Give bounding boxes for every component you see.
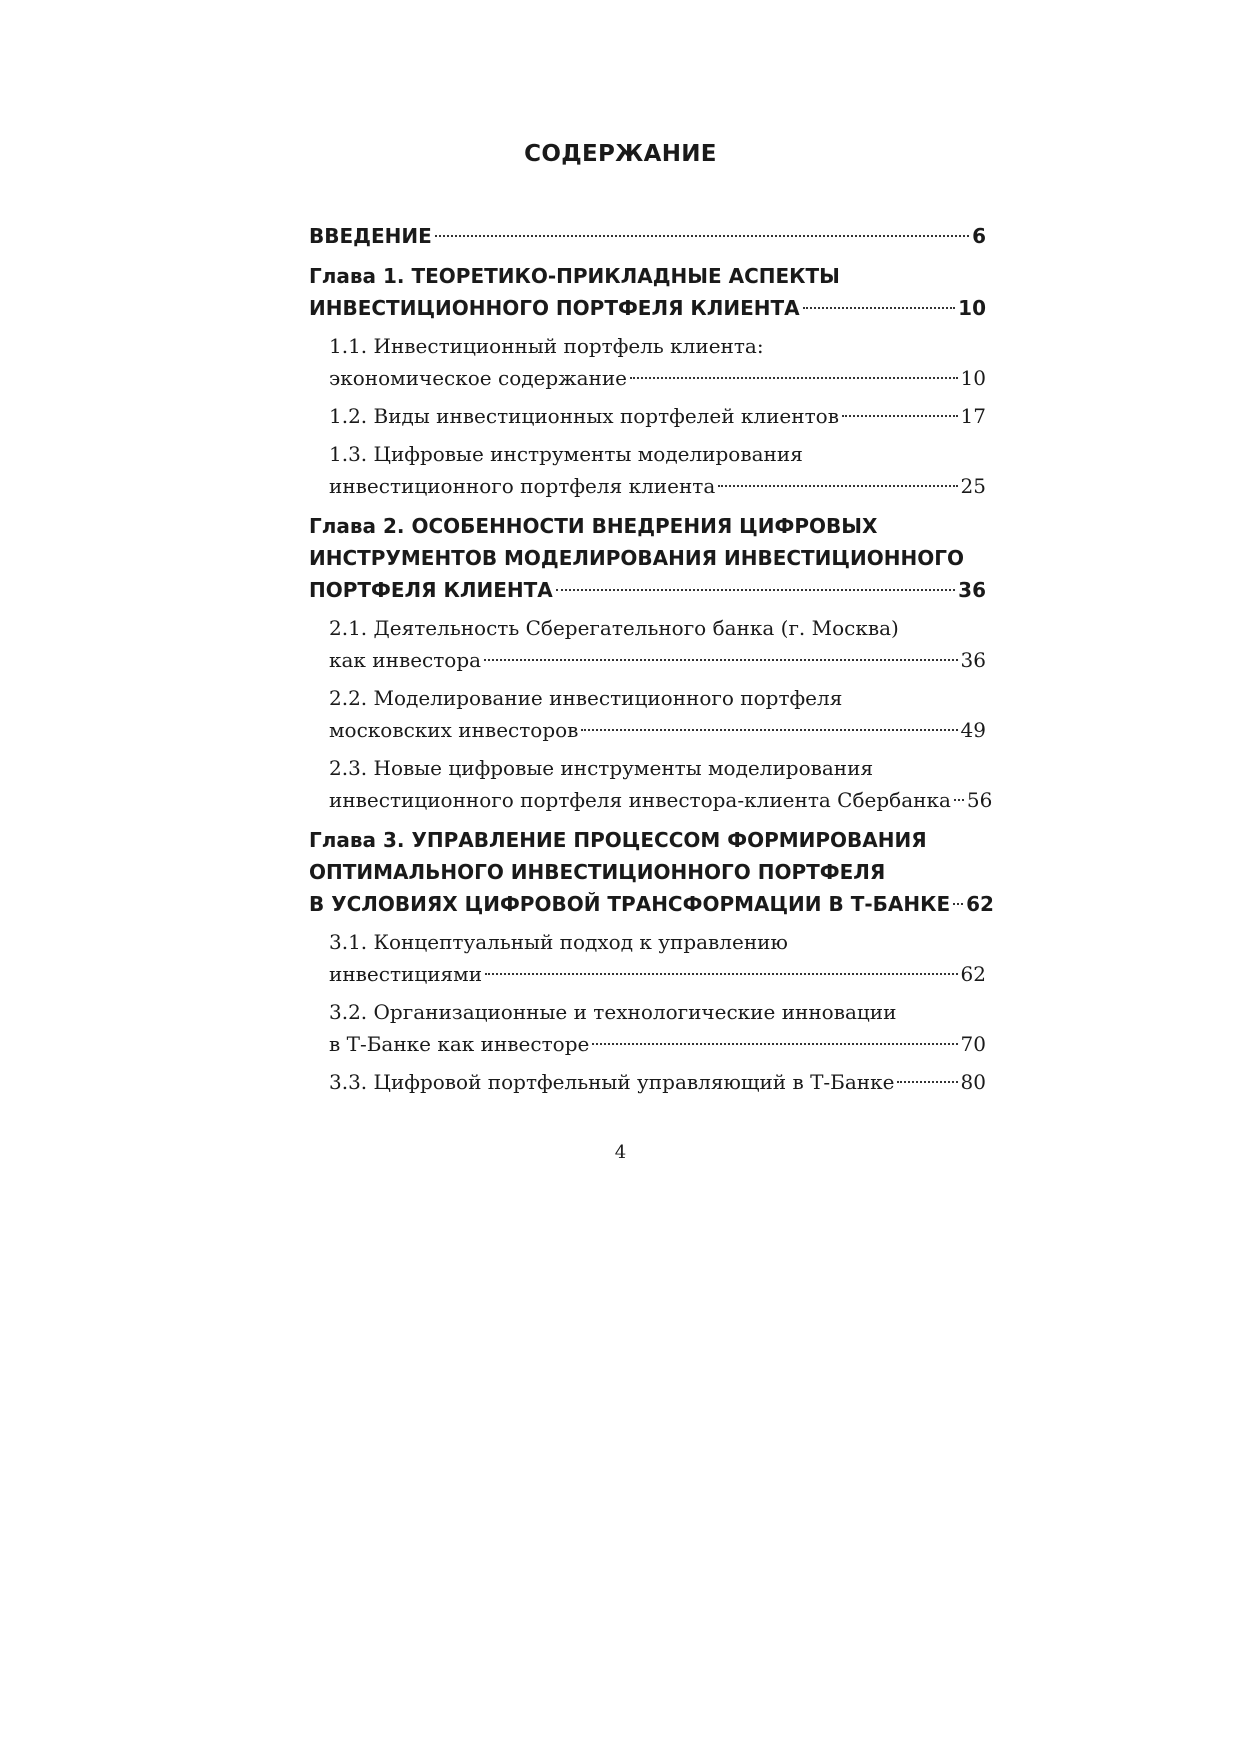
toc-entry-text: ИНВЕСТИЦИОННОГО ПОРТФЕЛЯ КЛИЕНТА (309, 296, 800, 320)
toc-entry-text: ИНСТРУМЕНТОВ МОДЕЛИРОВАНИЯ ИНВЕСТИЦИОННОГО (309, 546, 964, 570)
toc-entry-text: как инвестора (329, 648, 482, 672)
toc-entry-text: 3.3. Цифровой портфельный управляющий в Т-Банке (329, 1070, 895, 1094)
toc-entry-text: ВВЕДЕНИЕ (309, 224, 432, 248)
toc-entry-text: Глава 2. ОСОБЕННОСТИ ВНЕДРЕНИЯ ЦИФРОВЫХ (309, 514, 878, 538)
toc-entry-text: 3.1. Концептуальный подход к управлению (329, 930, 788, 954)
toc-entry-section-2-3[interactable] (309, 752, 993, 816)
toc-entry-section-3-1[interactable] (309, 926, 986, 990)
dot-leader (592, 1043, 957, 1045)
toc-entry-text: 2.1. Деятельность Сберегательного банка (г. Москва) (329, 616, 899, 640)
toc-page-number: 6 (972, 224, 986, 248)
toc-page-number: 62 (960, 962, 986, 986)
toc-page-number: 62 (966, 892, 994, 916)
toc-page-number: 36 (958, 578, 986, 602)
dot-leader (954, 799, 964, 801)
toc-entry-section-2-1[interactable] (309, 612, 986, 676)
dot-leader (581, 729, 957, 731)
toc-entry-text: в Т-Банке как инвесторе (329, 1032, 590, 1056)
toc-entry-text: 2.2. Моделирование инвестиционного портфеля (329, 686, 843, 710)
toc-entry-section-1-3[interactable] (309, 438, 986, 502)
toc-page-number: 80 (960, 1070, 986, 1094)
toc-page-number: 70 (960, 1032, 986, 1056)
toc-entry-introduction[interactable] (309, 220, 986, 252)
toc-entry-text: инвестициями (329, 962, 483, 986)
toc-entry-text: московских инвесторов (329, 718, 579, 742)
toc-entry-text: 1.2. Виды инвестиционных портфелей клиентов (329, 404, 839, 428)
toc-entry-text: Глава 3. УПРАВЛЕНИЕ ПРОЦЕССОМ ФОРМИРОВАНИЯ (309, 828, 927, 852)
toc-page-number: 17 (960, 404, 986, 428)
dot-leader (485, 973, 958, 975)
toc-entry-section-3-3[interactable] (309, 1066, 986, 1098)
dot-leader (897, 1081, 957, 1083)
toc-entry-text: ОПТИМАЛЬНОГО ИНВЕСТИЦИОННОГО ПОРТФЕЛЯ (309, 860, 886, 884)
toc-entry-chapter-3[interactable] (309, 824, 994, 920)
toc-entry-text: 1.3. Цифровые инструменты моделирования (329, 442, 803, 466)
dot-leader (435, 235, 969, 237)
toc-entry-section-3-2[interactable] (309, 996, 986, 1060)
table-of-contents (309, 220, 994, 1104)
toc-entry-text: 2.3. Новые цифровые инструменты моделирования (329, 756, 874, 780)
toc-entry-text: 3.2. Организационные и технологические инновации (329, 1000, 897, 1024)
toc-entry-section-1-2[interactable] (309, 400, 986, 432)
toc-entry-text: 1.1. Инвестиционный портфель клиента: (329, 334, 764, 358)
dot-leader (953, 903, 963, 905)
toc-entry-chapter-2[interactable] (309, 510, 986, 606)
toc-page-number: 10 (958, 296, 986, 320)
dot-leader (842, 415, 958, 417)
dot-leader (803, 307, 956, 309)
dot-leader (630, 377, 958, 379)
page-title: СОДЕРЖАНИЕ (524, 141, 717, 167)
toc-entry-chapter-1[interactable] (309, 260, 986, 324)
dot-leader (484, 659, 957, 661)
dot-leader (556, 589, 955, 591)
toc-page-number: 10 (960, 366, 986, 390)
toc-entry-text: Глава 1. ТЕОРЕТИКО-ПРИКЛАДНЫЕ АСПЕКТЫ (309, 264, 840, 288)
toc-page-number: 36 (960, 648, 986, 672)
dot-leader (718, 485, 957, 487)
toc-entry-text: В УСЛОВИЯХ ЦИФРОВОЙ ТРАНСФОРМАЦИИ В Т-БАНКЕ (309, 892, 951, 916)
page-number: 4 (614, 1142, 627, 1163)
toc-page-number: 49 (960, 718, 986, 742)
toc-entry-text: инвестиционного портфеля инвестора-клиента Сбербанка (329, 788, 951, 812)
toc-entry-text: ПОРТФЕЛЯ КЛИЕНТА (309, 578, 553, 602)
toc-entry-section-1-1[interactable] (309, 330, 986, 394)
toc-page-number: 56 (966, 788, 993, 812)
toc-page-number: 25 (960, 474, 986, 498)
toc-entry-text: экономическое содержание (329, 366, 628, 390)
toc-entry-section-2-2[interactable] (309, 682, 986, 746)
toc-entry-text: инвестиционного портфеля клиента (329, 474, 716, 498)
